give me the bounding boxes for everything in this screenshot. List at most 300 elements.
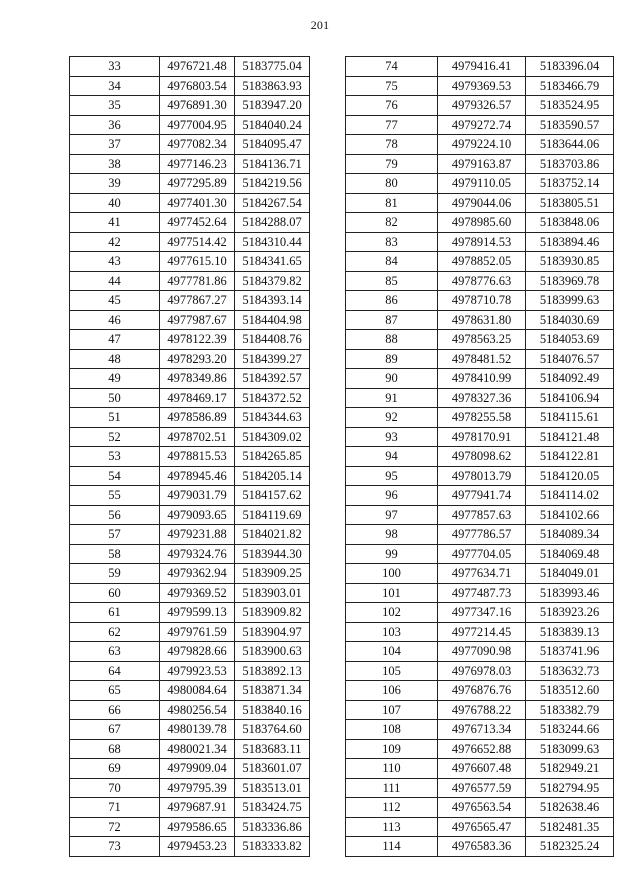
table-row bbox=[70, 252, 310, 272]
point-number-cell: 80 bbox=[346, 174, 438, 194]
table-row bbox=[70, 427, 310, 447]
x-coordinate-cell: 4976577.59 bbox=[438, 778, 526, 798]
x-coordinate-cell: 4978255.58 bbox=[438, 408, 526, 428]
y-coordinate-cell: 5184121.48 bbox=[526, 427, 614, 447]
table-row bbox=[346, 720, 614, 740]
x-coordinate-cell: 4976788.22 bbox=[438, 700, 526, 720]
table-row bbox=[70, 642, 310, 662]
table-row bbox=[346, 778, 614, 798]
point-number-cell: 103 bbox=[346, 622, 438, 642]
x-coordinate-cell: 4979923.53 bbox=[160, 661, 235, 681]
y-coordinate-cell: 5184069.48 bbox=[526, 544, 614, 564]
x-coordinate-cell: 4977781.86 bbox=[160, 271, 235, 291]
x-coordinate-cell: 4976713.34 bbox=[438, 720, 526, 740]
y-coordinate-cell: 5183923.26 bbox=[526, 603, 614, 623]
y-coordinate-cell: 5183703.86 bbox=[526, 154, 614, 174]
point-number-cell: 42 bbox=[70, 232, 160, 252]
x-coordinate-cell: 4979231.88 bbox=[160, 525, 235, 545]
x-coordinate-cell: 4978945.46 bbox=[160, 466, 235, 486]
y-coordinate-cell: 5184309.02 bbox=[235, 427, 310, 447]
y-coordinate-cell: 5183863.93 bbox=[235, 76, 310, 96]
table-row bbox=[70, 154, 310, 174]
y-coordinate-cell: 5184114.02 bbox=[526, 486, 614, 506]
y-coordinate-cell: 5184157.62 bbox=[235, 486, 310, 506]
x-coordinate-cell: 4977634.71 bbox=[438, 564, 526, 584]
table-row bbox=[346, 408, 614, 428]
table-row bbox=[346, 544, 614, 564]
y-coordinate-cell: 5183644.06 bbox=[526, 135, 614, 155]
x-coordinate-cell: 4978815.53 bbox=[160, 447, 235, 467]
y-coordinate-cell: 5182949.21 bbox=[526, 759, 614, 779]
x-coordinate-cell: 4976978.03 bbox=[438, 661, 526, 681]
table-row bbox=[70, 115, 310, 135]
y-coordinate-cell: 5184344.63 bbox=[235, 408, 310, 428]
point-number-cell: 70 bbox=[70, 778, 160, 798]
point-number-cell: 72 bbox=[70, 817, 160, 837]
y-coordinate-cell: 5184267.54 bbox=[235, 193, 310, 213]
y-coordinate-cell: 5182325.24 bbox=[526, 837, 614, 857]
y-coordinate-cell: 5183632.73 bbox=[526, 661, 614, 681]
x-coordinate-cell: 4977941.74 bbox=[438, 486, 526, 506]
x-coordinate-cell: 4977704.05 bbox=[438, 544, 526, 564]
x-coordinate-cell: 4977786.57 bbox=[438, 525, 526, 545]
x-coordinate-cell: 4978710.78 bbox=[438, 291, 526, 311]
point-number-cell: 56 bbox=[70, 505, 160, 525]
x-coordinate-cell: 4976583.36 bbox=[438, 837, 526, 857]
y-coordinate-cell: 5183741.96 bbox=[526, 642, 614, 662]
y-coordinate-cell: 5184102.66 bbox=[526, 505, 614, 525]
y-coordinate-cell: 5183764.60 bbox=[235, 720, 310, 740]
point-number-cell: 71 bbox=[70, 798, 160, 818]
y-coordinate-cell: 5183244.66 bbox=[526, 720, 614, 740]
y-coordinate-cell: 5184393.14 bbox=[235, 291, 310, 311]
point-number-cell: 62 bbox=[70, 622, 160, 642]
point-number-cell: 50 bbox=[70, 388, 160, 408]
y-coordinate-cell: 5182638.46 bbox=[526, 798, 614, 818]
x-coordinate-cell: 4979224.10 bbox=[438, 135, 526, 155]
point-number-cell: 38 bbox=[70, 154, 160, 174]
table-row bbox=[70, 213, 310, 233]
point-number-cell: 58 bbox=[70, 544, 160, 564]
x-coordinate-cell: 4979761.59 bbox=[160, 622, 235, 642]
point-number-cell: 53 bbox=[70, 447, 160, 467]
point-number-cell: 64 bbox=[70, 661, 160, 681]
x-coordinate-cell: 4979586.65 bbox=[160, 817, 235, 837]
table-row bbox=[346, 96, 614, 116]
point-number-cell: 49 bbox=[70, 369, 160, 389]
point-number-cell: 36 bbox=[70, 115, 160, 135]
table-row bbox=[346, 388, 614, 408]
point-number-cell: 77 bbox=[346, 115, 438, 135]
table-row bbox=[70, 525, 310, 545]
point-number-cell: 74 bbox=[346, 57, 438, 77]
table-row bbox=[346, 57, 614, 77]
point-number-cell: 59 bbox=[70, 564, 160, 584]
table-row bbox=[346, 642, 614, 662]
y-coordinate-cell: 5183513.01 bbox=[235, 778, 310, 798]
y-coordinate-cell: 5184219.56 bbox=[235, 174, 310, 194]
point-number-cell: 104 bbox=[346, 642, 438, 662]
table-row bbox=[70, 447, 310, 467]
table-row bbox=[70, 349, 310, 369]
x-coordinate-cell: 4977867.27 bbox=[160, 291, 235, 311]
table-row bbox=[70, 193, 310, 213]
x-coordinate-cell: 4979031.79 bbox=[160, 486, 235, 506]
x-coordinate-cell: 4976563.54 bbox=[438, 798, 526, 818]
y-coordinate-cell: 5183333.82 bbox=[235, 837, 310, 857]
table-row bbox=[70, 720, 310, 740]
y-coordinate-cell: 5184205.14 bbox=[235, 466, 310, 486]
table-row bbox=[346, 193, 614, 213]
table-row bbox=[346, 603, 614, 623]
point-number-cell: 48 bbox=[70, 349, 160, 369]
table-row bbox=[346, 349, 614, 369]
x-coordinate-cell: 4977452.64 bbox=[160, 213, 235, 233]
table-row bbox=[346, 564, 614, 584]
y-coordinate-cell: 5183099.63 bbox=[526, 739, 614, 759]
x-coordinate-cell: 4979828.66 bbox=[160, 642, 235, 662]
table-row bbox=[70, 759, 310, 779]
x-coordinate-cell: 4979453.23 bbox=[160, 837, 235, 857]
point-number-cell: 39 bbox=[70, 174, 160, 194]
point-number-cell: 45 bbox=[70, 291, 160, 311]
point-number-cell: 75 bbox=[346, 76, 438, 96]
y-coordinate-cell: 5184095.47 bbox=[235, 135, 310, 155]
point-number-cell: 54 bbox=[70, 466, 160, 486]
x-coordinate-cell: 4980139.78 bbox=[160, 720, 235, 740]
x-coordinate-cell: 4977487.73 bbox=[438, 583, 526, 603]
table-row bbox=[346, 739, 614, 759]
x-coordinate-cell: 4978293.20 bbox=[160, 349, 235, 369]
y-coordinate-cell: 5184122.81 bbox=[526, 447, 614, 467]
table-row bbox=[70, 681, 310, 701]
x-coordinate-cell: 4980084.64 bbox=[160, 681, 235, 701]
y-coordinate-cell: 5183904.97 bbox=[235, 622, 310, 642]
x-coordinate-cell: 4978170.91 bbox=[438, 427, 526, 447]
y-coordinate-cell: 5183999.63 bbox=[526, 291, 614, 311]
point-number-cell: 79 bbox=[346, 154, 438, 174]
table-row bbox=[346, 622, 614, 642]
point-number-cell: 111 bbox=[346, 778, 438, 798]
table-row bbox=[70, 408, 310, 428]
x-coordinate-cell: 4979163.87 bbox=[438, 154, 526, 174]
y-coordinate-cell: 5183512.60 bbox=[526, 681, 614, 701]
point-number-cell: 51 bbox=[70, 408, 160, 428]
y-coordinate-cell: 5183848.06 bbox=[526, 213, 614, 233]
y-coordinate-cell: 5183930.85 bbox=[526, 252, 614, 272]
point-number-cell: 106 bbox=[346, 681, 438, 701]
table-row bbox=[346, 466, 614, 486]
x-coordinate-cell: 4977004.95 bbox=[160, 115, 235, 135]
y-coordinate-cell: 5184341.65 bbox=[235, 252, 310, 272]
x-coordinate-cell: 4978631.80 bbox=[438, 310, 526, 330]
table-row bbox=[70, 310, 310, 330]
y-coordinate-cell: 5184089.34 bbox=[526, 525, 614, 545]
y-coordinate-cell: 5183909.25 bbox=[235, 564, 310, 584]
point-number-cell: 46 bbox=[70, 310, 160, 330]
y-coordinate-cell: 5184399.27 bbox=[235, 349, 310, 369]
point-number-cell: 67 bbox=[70, 720, 160, 740]
x-coordinate-cell: 4979599.13 bbox=[160, 603, 235, 623]
y-coordinate-cell: 5184379.82 bbox=[235, 271, 310, 291]
point-number-cell: 86 bbox=[346, 291, 438, 311]
x-coordinate-cell: 4976891.30 bbox=[160, 96, 235, 116]
x-coordinate-cell: 4978098.62 bbox=[438, 447, 526, 467]
y-coordinate-cell: 5184115.61 bbox=[526, 408, 614, 428]
table-row bbox=[70, 837, 310, 857]
x-coordinate-cell: 4979687.91 bbox=[160, 798, 235, 818]
x-coordinate-cell: 4979909.04 bbox=[160, 759, 235, 779]
y-coordinate-cell: 5183336.86 bbox=[235, 817, 310, 837]
table-row bbox=[346, 154, 614, 174]
point-number-cell: 82 bbox=[346, 213, 438, 233]
table-row bbox=[70, 174, 310, 194]
point-number-cell: 99 bbox=[346, 544, 438, 564]
table-row bbox=[346, 583, 614, 603]
y-coordinate-cell: 5183900.63 bbox=[235, 642, 310, 662]
table-row bbox=[70, 291, 310, 311]
table-row bbox=[346, 330, 614, 350]
x-coordinate-cell: 4978481.52 bbox=[438, 349, 526, 369]
point-number-cell: 81 bbox=[346, 193, 438, 213]
point-number-cell: 91 bbox=[346, 388, 438, 408]
x-coordinate-cell: 4979272.74 bbox=[438, 115, 526, 135]
point-number-cell: 61 bbox=[70, 603, 160, 623]
table-row bbox=[70, 330, 310, 350]
y-coordinate-cell: 5183683.11 bbox=[235, 739, 310, 759]
point-number-cell: 47 bbox=[70, 330, 160, 350]
y-coordinate-cell: 5183601.07 bbox=[235, 759, 310, 779]
x-coordinate-cell: 4978469.17 bbox=[160, 388, 235, 408]
y-coordinate-cell: 5183752.14 bbox=[526, 174, 614, 194]
table-row bbox=[70, 603, 310, 623]
point-number-cell: 89 bbox=[346, 349, 438, 369]
y-coordinate-cell: 5184092.49 bbox=[526, 369, 614, 389]
point-number-cell: 57 bbox=[70, 525, 160, 545]
x-coordinate-cell: 4978852.05 bbox=[438, 252, 526, 272]
table-row bbox=[346, 837, 614, 857]
y-coordinate-cell: 5184310.44 bbox=[235, 232, 310, 252]
x-coordinate-cell: 4978349.86 bbox=[160, 369, 235, 389]
table-row bbox=[346, 817, 614, 837]
table-row bbox=[70, 778, 310, 798]
table-row bbox=[70, 817, 310, 837]
point-number-cell: 108 bbox=[346, 720, 438, 740]
table-row bbox=[346, 798, 614, 818]
point-number-cell: 43 bbox=[70, 252, 160, 272]
point-number-cell: 65 bbox=[70, 681, 160, 701]
point-number-cell: 41 bbox=[70, 213, 160, 233]
point-number-cell: 83 bbox=[346, 232, 438, 252]
y-coordinate-cell: 5183424.75 bbox=[235, 798, 310, 818]
y-coordinate-cell: 5183871.34 bbox=[235, 681, 310, 701]
x-coordinate-cell: 4979416.41 bbox=[438, 57, 526, 77]
x-coordinate-cell: 4979324.76 bbox=[160, 544, 235, 564]
table-row bbox=[346, 252, 614, 272]
point-number-cell: 52 bbox=[70, 427, 160, 447]
x-coordinate-cell: 4976721.48 bbox=[160, 57, 235, 77]
y-coordinate-cell: 5184106.94 bbox=[526, 388, 614, 408]
table-row bbox=[70, 583, 310, 603]
point-number-cell: 97 bbox=[346, 505, 438, 525]
y-coordinate-cell: 5183396.04 bbox=[526, 57, 614, 77]
table-row bbox=[346, 759, 614, 779]
point-number-cell: 73 bbox=[70, 837, 160, 857]
point-number-cell: 55 bbox=[70, 486, 160, 506]
table-row bbox=[346, 447, 614, 467]
table-row bbox=[346, 486, 614, 506]
y-coordinate-cell: 5183382.79 bbox=[526, 700, 614, 720]
point-number-cell: 95 bbox=[346, 466, 438, 486]
table-row bbox=[346, 213, 614, 233]
y-coordinate-cell: 5184049.01 bbox=[526, 564, 614, 584]
y-coordinate-cell: 5183805.51 bbox=[526, 193, 614, 213]
x-coordinate-cell: 4977214.45 bbox=[438, 622, 526, 642]
table-row bbox=[346, 681, 614, 701]
table-row bbox=[70, 135, 310, 155]
point-number-cell: 68 bbox=[70, 739, 160, 759]
x-coordinate-cell: 4979369.53 bbox=[438, 76, 526, 96]
x-coordinate-cell: 4976652.88 bbox=[438, 739, 526, 759]
table-row bbox=[70, 661, 310, 681]
table-row bbox=[70, 369, 310, 389]
y-coordinate-cell: 5183524.95 bbox=[526, 96, 614, 116]
point-number-cell: 66 bbox=[70, 700, 160, 720]
y-coordinate-cell: 5184404.98 bbox=[235, 310, 310, 330]
x-coordinate-cell: 4978410.99 bbox=[438, 369, 526, 389]
table-row bbox=[346, 700, 614, 720]
point-number-cell: 109 bbox=[346, 739, 438, 759]
y-coordinate-cell: 5184265.85 bbox=[235, 447, 310, 467]
point-number-cell: 105 bbox=[346, 661, 438, 681]
x-coordinate-cell: 4978914.53 bbox=[438, 232, 526, 252]
table-row bbox=[70, 564, 310, 584]
table-row bbox=[346, 291, 614, 311]
point-number-cell: 88 bbox=[346, 330, 438, 350]
x-coordinate-cell: 4977857.63 bbox=[438, 505, 526, 525]
point-number-cell: 63 bbox=[70, 642, 160, 662]
point-number-cell: 78 bbox=[346, 135, 438, 155]
y-coordinate-cell: 5184408.76 bbox=[235, 330, 310, 350]
point-number-cell: 112 bbox=[346, 798, 438, 818]
table-row bbox=[70, 96, 310, 116]
y-coordinate-cell: 5183903.01 bbox=[235, 583, 310, 603]
y-coordinate-cell: 5184120.05 bbox=[526, 466, 614, 486]
x-coordinate-cell: 4978985.60 bbox=[438, 213, 526, 233]
coordinates-table-right bbox=[345, 56, 614, 857]
x-coordinate-cell: 4977082.34 bbox=[160, 135, 235, 155]
point-number-cell: 90 bbox=[346, 369, 438, 389]
y-coordinate-cell: 5184119.69 bbox=[235, 505, 310, 525]
y-coordinate-cell: 5183944.30 bbox=[235, 544, 310, 564]
point-number-cell: 76 bbox=[346, 96, 438, 116]
table-row bbox=[346, 369, 614, 389]
table-row bbox=[346, 115, 614, 135]
point-number-cell: 40 bbox=[70, 193, 160, 213]
y-coordinate-cell: 5183894.46 bbox=[526, 232, 614, 252]
y-coordinate-cell: 5183466.79 bbox=[526, 76, 614, 96]
x-coordinate-cell: 4978702.51 bbox=[160, 427, 235, 447]
y-coordinate-cell: 5184030.69 bbox=[526, 310, 614, 330]
point-number-cell: 85 bbox=[346, 271, 438, 291]
x-coordinate-cell: 4977295.89 bbox=[160, 174, 235, 194]
point-number-cell: 114 bbox=[346, 837, 438, 857]
x-coordinate-cell: 4979369.52 bbox=[160, 583, 235, 603]
x-coordinate-cell: 4977401.30 bbox=[160, 193, 235, 213]
y-coordinate-cell: 5183909.82 bbox=[235, 603, 310, 623]
table-row bbox=[346, 76, 614, 96]
y-coordinate-cell: 5182794.95 bbox=[526, 778, 614, 798]
x-coordinate-cell: 4979093.65 bbox=[160, 505, 235, 525]
y-coordinate-cell: 5182481.35 bbox=[526, 817, 614, 837]
point-number-cell: 84 bbox=[346, 252, 438, 272]
x-coordinate-cell: 4979795.39 bbox=[160, 778, 235, 798]
table-row bbox=[70, 271, 310, 291]
x-coordinate-cell: 4978776.63 bbox=[438, 271, 526, 291]
y-coordinate-cell: 5184021.82 bbox=[235, 525, 310, 545]
point-number-cell: 87 bbox=[346, 310, 438, 330]
x-coordinate-cell: 4978122.39 bbox=[160, 330, 235, 350]
table-row bbox=[70, 622, 310, 642]
x-coordinate-cell: 4979044.06 bbox=[438, 193, 526, 213]
point-number-cell: 110 bbox=[346, 759, 438, 779]
y-coordinate-cell: 5183969.78 bbox=[526, 271, 614, 291]
x-coordinate-cell: 4976803.54 bbox=[160, 76, 235, 96]
table-row bbox=[346, 232, 614, 252]
table-row bbox=[70, 544, 310, 564]
table-row bbox=[346, 271, 614, 291]
y-coordinate-cell: 5183892.13 bbox=[235, 661, 310, 681]
page-number: 201 bbox=[310, 18, 330, 32]
point-number-cell: 100 bbox=[346, 564, 438, 584]
table-row bbox=[70, 232, 310, 252]
x-coordinate-cell: 4977090.98 bbox=[438, 642, 526, 662]
y-coordinate-cell: 5184076.57 bbox=[526, 349, 614, 369]
table-row bbox=[70, 739, 310, 759]
table-row bbox=[70, 57, 310, 77]
x-coordinate-cell: 4977514.42 bbox=[160, 232, 235, 252]
x-coordinate-cell: 4977146.23 bbox=[160, 154, 235, 174]
table-row bbox=[346, 661, 614, 681]
x-coordinate-cell: 4979326.57 bbox=[438, 96, 526, 116]
table-row bbox=[70, 798, 310, 818]
y-coordinate-cell: 5183775.04 bbox=[235, 57, 310, 77]
point-number-cell: 69 bbox=[70, 759, 160, 779]
x-coordinate-cell: 4978013.79 bbox=[438, 466, 526, 486]
point-number-cell: 101 bbox=[346, 583, 438, 603]
point-number-cell: 33 bbox=[70, 57, 160, 77]
y-coordinate-cell: 5184053.69 bbox=[526, 330, 614, 350]
x-coordinate-cell: 4978563.25 bbox=[438, 330, 526, 350]
y-coordinate-cell: 5183590.57 bbox=[526, 115, 614, 135]
point-number-cell: 34 bbox=[70, 76, 160, 96]
x-coordinate-cell: 4980256.54 bbox=[160, 700, 235, 720]
x-coordinate-cell: 4978586.89 bbox=[160, 408, 235, 428]
point-number-cell: 35 bbox=[70, 96, 160, 116]
point-number-cell: 60 bbox=[70, 583, 160, 603]
y-coordinate-cell: 5183840.16 bbox=[235, 700, 310, 720]
table-row bbox=[70, 505, 310, 525]
y-coordinate-cell: 5183947.20 bbox=[235, 96, 310, 116]
table-row bbox=[346, 505, 614, 525]
table-row bbox=[346, 135, 614, 155]
x-coordinate-cell: 4980021.34 bbox=[160, 739, 235, 759]
table-row bbox=[346, 174, 614, 194]
x-coordinate-cell: 4979362.94 bbox=[160, 564, 235, 584]
table-row bbox=[70, 388, 310, 408]
table-row bbox=[346, 525, 614, 545]
y-coordinate-cell: 5184392.57 bbox=[235, 369, 310, 389]
